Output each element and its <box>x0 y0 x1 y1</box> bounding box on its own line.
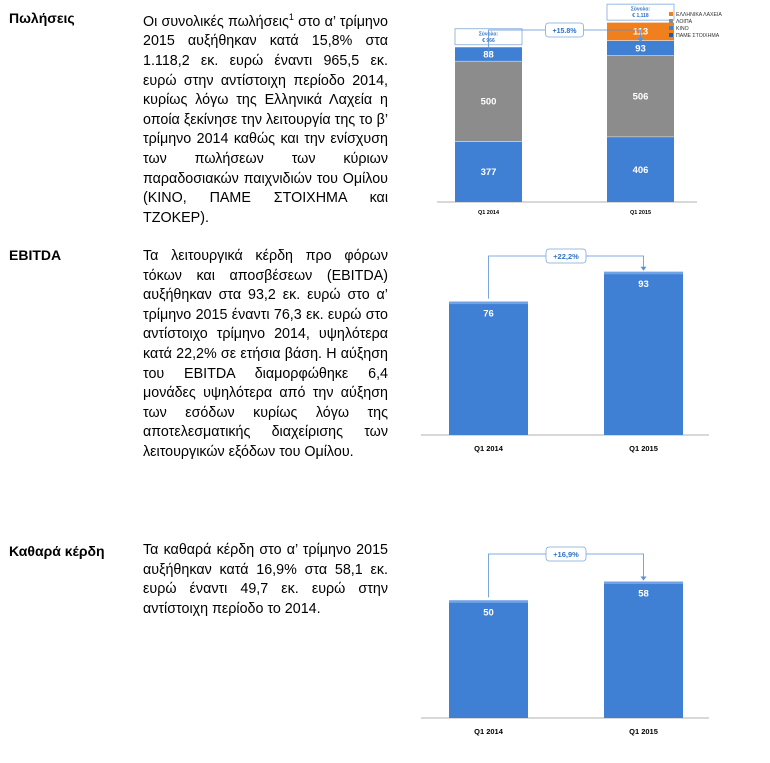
sales-paragraph <box>143 8 388 228</box>
sales-bar-label-ελληνικα-λαχεια-q1-2015: 113 <box>632 26 649 38</box>
ebitda-bar-highlight <box>449 302 528 305</box>
sales-total-value-q1-2014: € 966 <box>482 37 495 44</box>
ebitda-bar-q1-2014 <box>449 302 528 435</box>
sales-bar-label-κινο-q1-2015: 93 <box>635 43 646 55</box>
sales-legend-swatch-λοιπα <box>669 19 673 23</box>
sales-bar-label-λοιπα-q1-2014: 500 <box>480 96 497 108</box>
sales-heading: Πωλήσεις <box>9 10 75 26</box>
sales-text-b: στο α’ τρίμηνο 2015 αυξήθηκαν κατά 15,8% στα 1.118,2 εκ. ευρώ έναντι 965,5 εκ. ευρώ στην αντίστοιχη περίοδο 2014, κυρίως λόγω της Ελληνικά Λαχεία η οποία ξεκίνησε την λειτουργία της το β’ τρίμηνο 2014 καθώς και την ενίσχυση των πωλήσεων των κύριων παραδοσιακών παιχνιδιών του Ομίλου (ΚΙΝΟ, ΠΑΜΕ ΣΤΟΙΧΗΜΑ και ΤΖΟΚΕΡ). <box>143 13 388 226</box>
net-profit-bar-label-q1-2015: 58 <box>638 588 649 600</box>
ebitda-category-label-q1-2015: Q1 2015 <box>629 444 658 453</box>
ebitda-chart-svg <box>413 243 753 465</box>
ebitda-bar-highlight <box>604 272 683 275</box>
sales-legend-swatch-ελληνικα-λαχεια <box>669 12 673 16</box>
sales-growth-label: +15.8% <box>552 28 577 35</box>
net-profit-growth-arrowhead <box>641 577 647 581</box>
sales-category-label-q1-2014: Q1 2014 <box>477 210 500 216</box>
sales-bar-label-παμε-στοιχημα-q1-2015: 406 <box>632 164 649 176</box>
net-profit-bar-highlight <box>449 600 528 603</box>
ebitda-growth-label: +22,2% <box>553 252 579 261</box>
ebitda-category-label-q1-2014: Q1 2014 <box>474 444 503 453</box>
sales-legend-label-παμε-στοιχημα: ΠΑΜΕ ΣΤΟΙΧΗΜΑ <box>676 33 720 39</box>
sales-bar-label-κινο-q1-2014: 88 <box>483 49 494 61</box>
ebitda-bar-label-q1-2014: 76 <box>483 308 494 320</box>
sales-total-value-q1-2015: € 1,118 <box>632 13 649 20</box>
sales-text-a: Οι συνολικές πωλήσεις <box>143 13 289 30</box>
sales-legend-label-κινο: ΚΙΝΟ <box>676 26 689 32</box>
net-profit-bar-q1-2015 <box>604 582 683 718</box>
ebitda-bar-label-q1-2015: 93 <box>638 278 649 290</box>
sales-category-label-q1-2015: Q1 2015 <box>629 210 652 216</box>
sales-total-label: Σύνολο: <box>478 31 499 38</box>
sales-total-label: Σύνολο: <box>630 6 651 13</box>
ebitda-paragraph: Τα λειτουργικά κέρδη προ φόρων τόκων και αποσβέσεων (EBITDA) αυξήθηκαν στα 93,2 εκ. ευρώ στο α’ τρίμηνο 2015 έναντι 76,3 εκ. ευρώ στο αντίστοιχο τρίμηνο 2014, υψηλότερα κατά 22,2% σε ετήσια βάση. Η αύξηση του EBITDA διαμορφώθηκε 6,4 μονάδες υψηλότερα από την αύξηση των εσόδων κυρίως λόγω της αποτελεσματικής διαχείρισης των λειτουργικών εξόδων του Ομίλου. <box>143 248 388 460</box>
net-profit-growth-label: +16,9% <box>553 550 579 559</box>
net-profit-bar-highlight <box>604 582 683 585</box>
net-profit-chart-svg <box>413 540 753 755</box>
ebitda-heading: EBITDA <box>9 247 62 263</box>
sales-bar-label-λοιπα-q1-2015: 506 <box>632 91 649 103</box>
net-profit-bar-label-q1-2014: 50 <box>483 607 494 619</box>
net-profit-paragraph: Τα καθαρά κέρδη στο α’ τρίμηνο 2015 αυξήθηκαν κατά 16,9% στα 58,1 εκ. ευρώ έναντι 49,7 εκ. ευρώ στην αντίστοιχη περίοδο το 2014. <box>143 542 388 617</box>
sales-legend-label-ελληνικα-λαχεια: ΕΛΛΗΝΙΚΑ ΛΑΧΕΙΑ <box>676 12 722 18</box>
sales-legend-label-λοιπα: ΛΟΙΠΑ <box>676 19 693 25</box>
sales-chart <box>417 6 757 226</box>
net-profit-chart <box>413 540 753 755</box>
ebitda-chart <box>413 243 753 465</box>
net-profit-category-label-q1-2015: Q1 2015 <box>629 727 658 736</box>
ebitda-bar-q1-2015 <box>604 272 683 435</box>
sales-legend-swatch-κινο <box>669 26 673 30</box>
net-profit-category-label-q1-2014: Q1 2014 <box>474 727 503 736</box>
net-profit-heading: Καθαρά κέρδη <box>9 543 105 559</box>
sales-bar-label-παμε-στοιχημα-q1-2014: 377 <box>480 167 497 179</box>
ebitda-growth-arrowhead <box>641 267 647 271</box>
sales-chart-svg <box>417 6 757 226</box>
sales-legend-swatch-παμε-στοιχημα <box>669 33 673 37</box>
sales-footnote: 1 <box>288 12 294 22</box>
